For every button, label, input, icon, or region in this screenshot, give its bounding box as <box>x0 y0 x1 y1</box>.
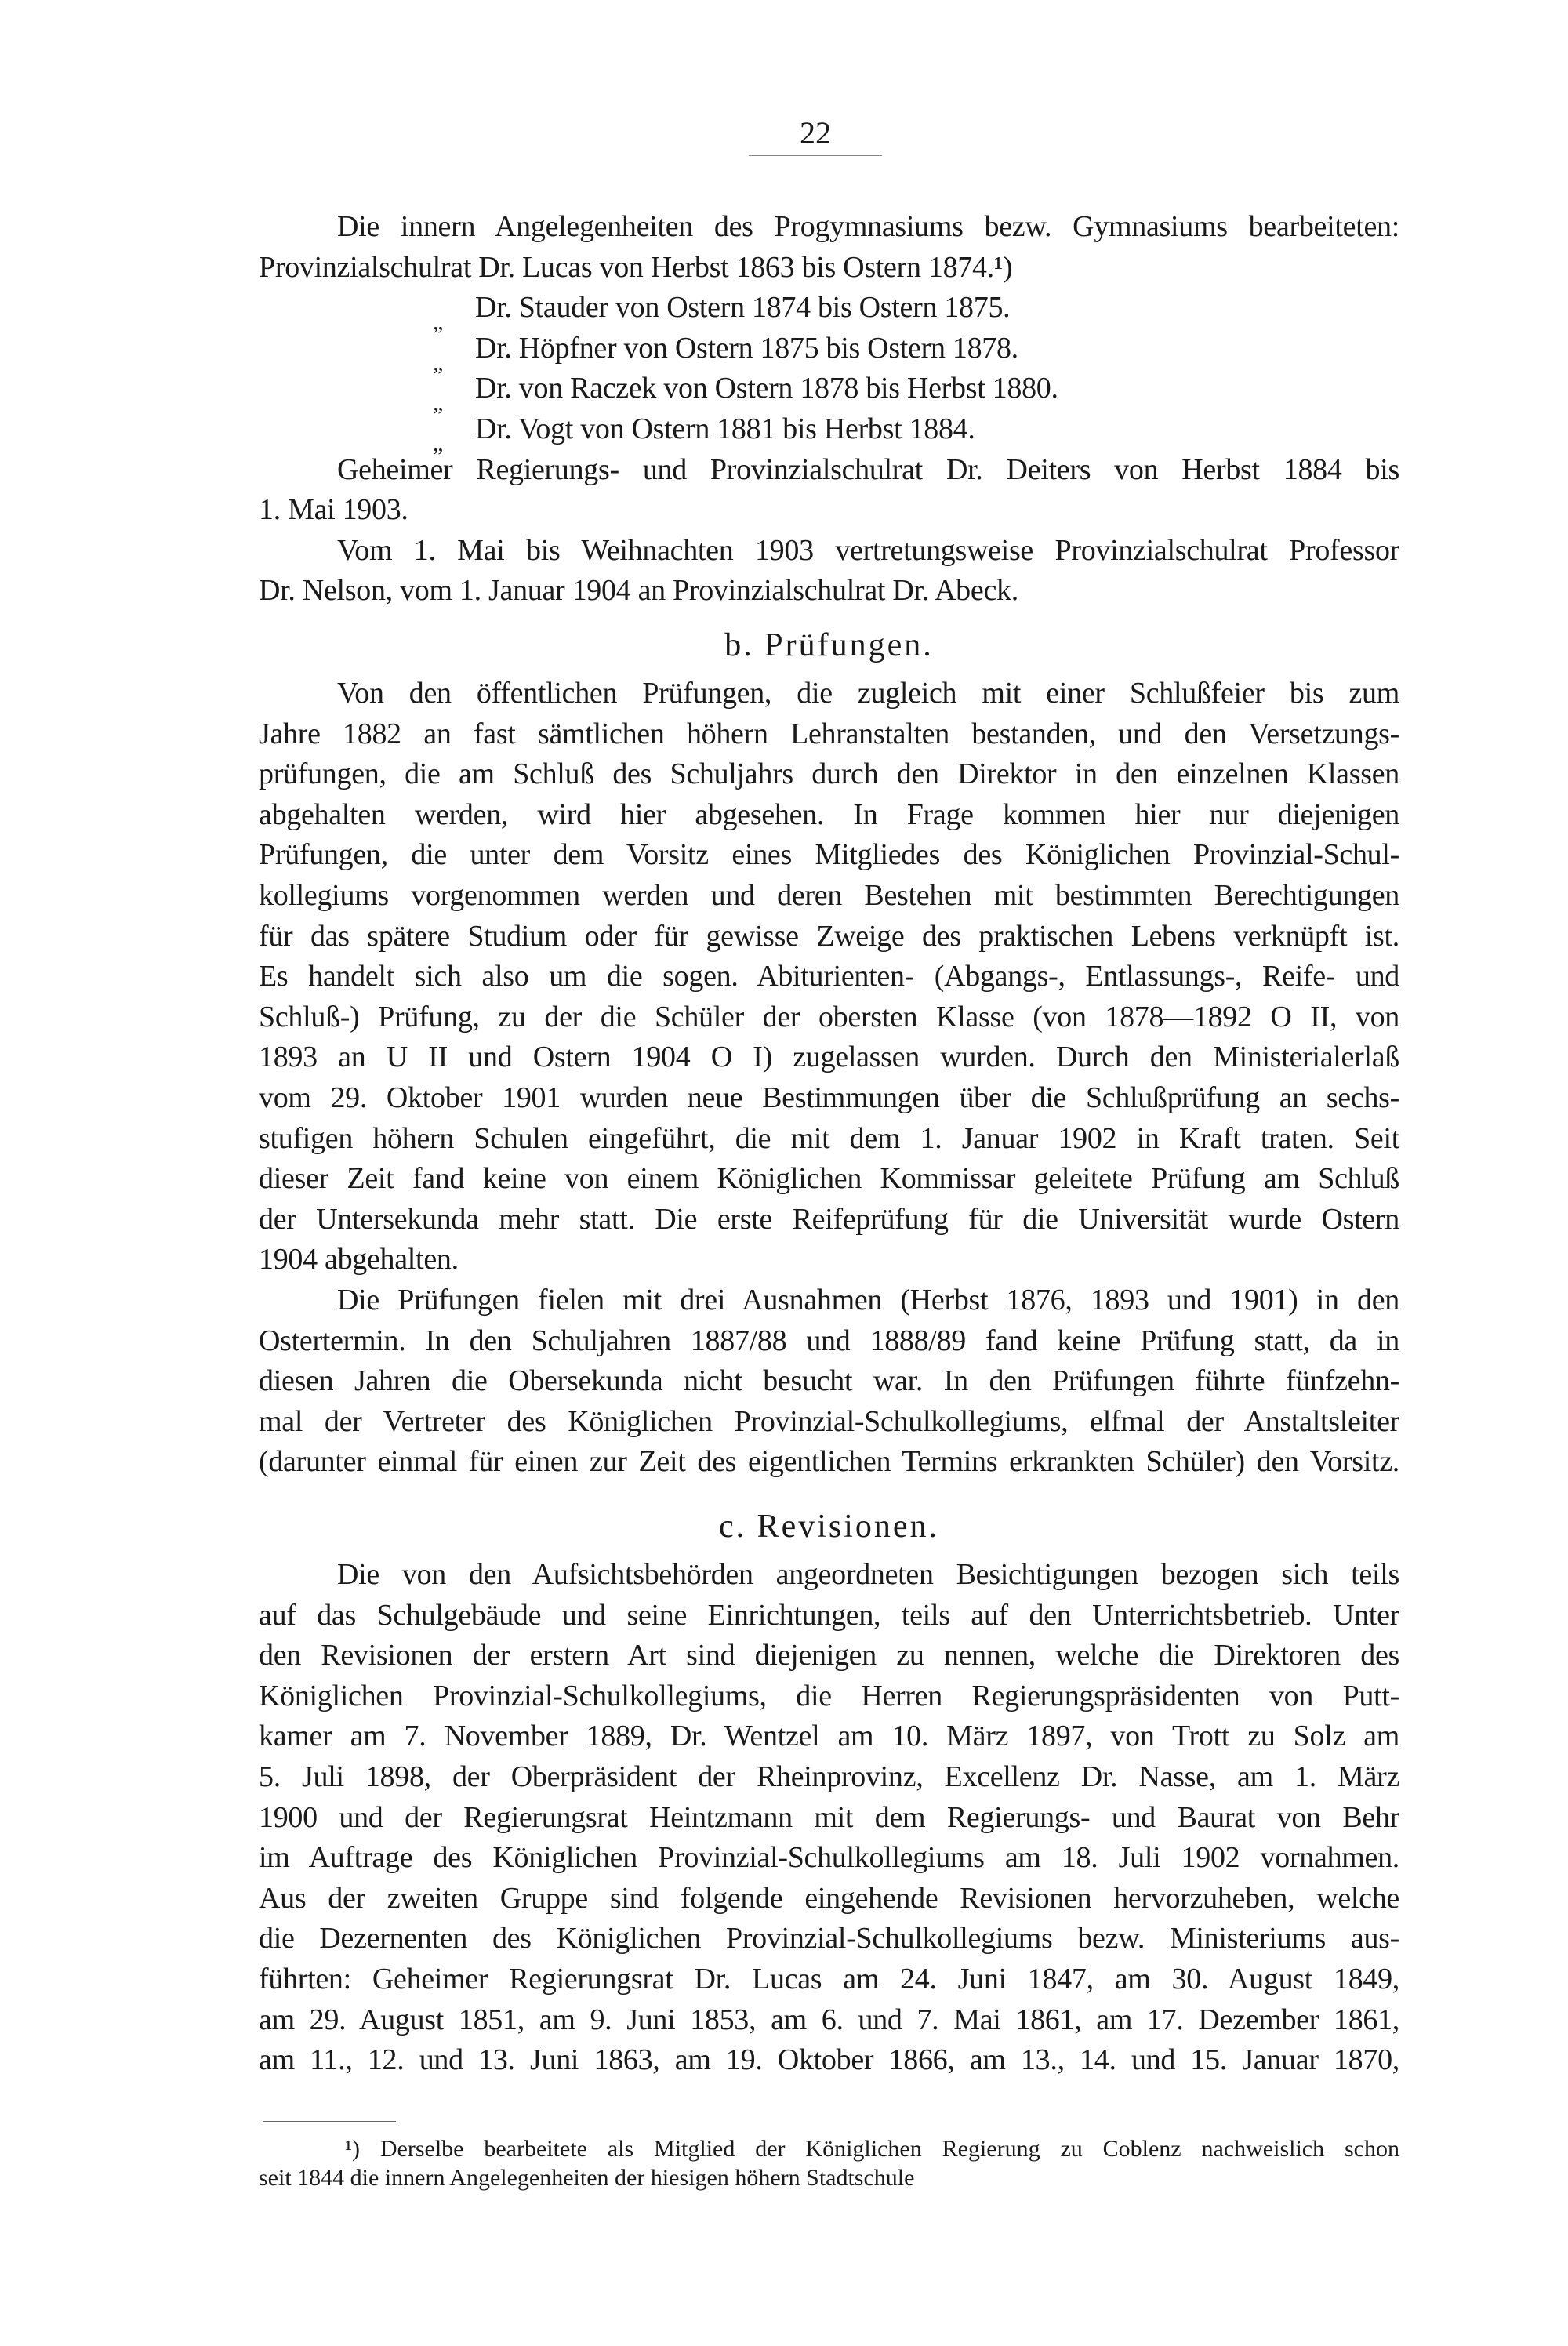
section-heading: b. Prüfungen. <box>724 627 934 663</box>
text-line: Dr. von Raczek von Ostern 1878 bis Herbst 1880. <box>475 372 1058 405</box>
ditto-mark: „ <box>433 309 444 336</box>
text-line: für das spätere Studium oder für gewisse Zweige des praktischen Lebens verknüpft ist. <box>259 919 1399 953</box>
text-line: Die innern Angelegenheiten des Progymnasiums bezw. Gymnasiums bearbeiteten: <box>337 210 1399 243</box>
text-line: der Untersekunda mehr statt. Die erste Reifeprüfung für die Universität wurde Ostern <box>259 1202 1399 1236</box>
text-line: auf das Schulgebäude und seine Einrichtungen, teils auf den Unterrichtsbetrieb. Unter <box>259 1598 1399 1632</box>
footnote <box>259 2134 1399 2192</box>
ditto-line <box>259 369 1399 416</box>
text-line: Prüfungen, die unter dem Vorsitz eines Mitgliedes des Königlichen Provinzial-Schul- <box>259 838 1399 872</box>
text-line: 1893 an U II und Ostern 1904 O I) zugelassen wurden. Durch den Ministerialerlaß <box>259 1040 1399 1074</box>
text-line: Vom 1. Mai bis Weihnachten 1903 vertretungsweise Provinzialschulrat Professor <box>337 533 1399 567</box>
text-line: im Auftrage des Königlichen Provinzial-Schulkollegiums am 18. Juli 1902 vornahmen. <box>259 1841 1399 1875</box>
text-line: kollegiums vorgenommen werden und deren Bestehen mit bestimmten Berechtigungen <box>259 878 1399 912</box>
text-line: Die von den Aufsichtsbehörden angeordneten Besichtigungen bezogen sich teils <box>337 1558 1399 1591</box>
text-line: 1904 abgehalten. <box>259 1243 459 1276</box>
text-line: 1. Mai 1903. <box>259 493 408 527</box>
footnote-line: ¹) Derselbe bearbeitete als Mitglied der Königlichen Regierung zu Coblenz nachweislich schon <box>345 2136 1399 2162</box>
text-line: Provinzialschulrat Dr. Lucas von Herbst 1863 bis Ostern 1874.¹) <box>259 250 1013 284</box>
administrators-block <box>259 207 1399 612</box>
text-line: mal der Vertreter des Königlichen Provinzial-Schulkollegiums, elfmal der Anstaltsleiter <box>259 1404 1399 1438</box>
text-line: Dr. Höpfner von Ostern 1875 bis Ostern 1878. <box>475 331 1018 365</box>
text-line: Ostertermin. In den Schuljahren 1887/88 und 1888/89 fand keine Prüfung statt, da in <box>259 1324 1399 1357</box>
section-revisionen <box>259 1499 1399 2081</box>
text-line: am 11., 12. und 13. Juni 1863, am 19. Oktober 1866, am 13., 14. und 15. Januar 1870, <box>259 2043 1399 2077</box>
text-line: Jahre 1882 an fast sämtlichen höhern Lehranstalten bestanden, und den Versetzungs- <box>259 717 1399 750</box>
paragraph <box>259 1280 1399 1483</box>
text-line: den Revisionen der erstern Art sind diejenigen zu nennen, welche die Direktoren des <box>259 1639 1399 1672</box>
text-line: Geheimer Regierungs- und Provinzialschulrat Dr. Deiters von Herbst 1884 bis <box>337 452 1399 486</box>
ditto-mark: „ <box>433 430 444 456</box>
text-line: diesen Jahren die Obersekunda nicht besucht war. In den Prüfungen führte fünfzehn- <box>259 1364 1399 1398</box>
ditto-mark: „ <box>433 349 444 376</box>
text-line: (darunter einmal für einen zur Zeit des eigentlichen Termins erkrankten Schüler) den Vorsitz. <box>259 1445 1399 1479</box>
header-rule <box>749 155 882 156</box>
footnote-line: seit 1844 die innern Angelegenheiten der hiesigen höhern Stadtschule <box>259 2165 915 2191</box>
text-line: Dr. Nelson, vom 1. Januar 1904 an Provinzialschulrat Dr. Abeck. <box>259 574 1018 608</box>
text-line: Königlichen Provinzial-Schulkollegiums, die Herren Regierungspräsidenten von Putt- <box>259 1679 1399 1712</box>
text-line: prüfungen, die am Schluß des Schuljahrs durch den Direktor in den einzelnen Klassen <box>259 757 1399 791</box>
section-heading: c. Revisionen. <box>718 1509 940 1545</box>
text-line: 1900 und der Regierungsrat Heintzmann mit dem Regierungs- und Baurat von Behr <box>259 1800 1399 1834</box>
text-line: Aus der zweiten Gruppe sind folgende eingehende Revisionen hervorzuheben, welche <box>259 1881 1399 1915</box>
ditto-mark: „ <box>433 390 444 416</box>
text-line: Von den öffentlichen Prüfungen, die zugleich mit einer Schlußfeier bis zum <box>337 677 1399 710</box>
text-line: am 29. August 1851, am 9. Juni 1853, am 6. und 7. Mai 1861, am 17. Dezember 1861, <box>259 2003 1399 2036</box>
footnote-rule <box>263 2121 396 2122</box>
ditto-line <box>259 288 1399 336</box>
text-line: 5. Juli 1898, der Oberpräsident der Rheinprovinz, Excellenz Dr. Nasse, am 1. März <box>259 1760 1399 1793</box>
text-line: kamer am 7. November 1889, Dr. Wentzel am 10. März 1897, von Trott zu Solz am <box>259 1720 1399 1753</box>
text-line: Schluß-) Prüfung, zu der die Schüler der obersten Klasse (von 1878—1892 O II, von <box>259 1000 1399 1033</box>
text-line: Es handelt sich also um die sogen. Abiturienten- (Abgangs-, Entlassungs-, Reife- und <box>259 960 1399 993</box>
text-line: abgehalten werden, wird hier abgesehen. In Frage kommen hier nur diejenigen <box>259 797 1399 831</box>
text-line: vom 29. Oktober 1901 wurden neue Bestimmungen über die Schlußprüfung an sechs- <box>259 1080 1399 1114</box>
ditto-line <box>259 329 1399 376</box>
text-line: Dr. Stauder von Ostern 1874 bis Ostern 1875. <box>475 291 1011 325</box>
text-line: Die Prüfungen fielen mit drei Ausnahmen (Herbst 1876, 1893 und 1901) in den <box>337 1283 1399 1316</box>
ditto-line <box>259 409 1399 456</box>
text-line: stufigen höhern Schulen eingeführt, die mit dem 1. Januar 1902 in Kraft traten. Seit <box>259 1121 1399 1155</box>
text-line: Dr. Vogt von Ostern 1881 bis Herbst 1884. <box>475 412 975 445</box>
text-line: führten: Geheimer Regierungsrat Dr. Lucas am 24. Juni 1847, am 30. August 1849, <box>259 1962 1399 1996</box>
page-number: 22 <box>800 115 831 151</box>
text-line: dieser Zeit fand keine von einem Königlichen Kommissar geleitete Prüfung am Schluß <box>259 1162 1399 1196</box>
text-line: die Dezernenten des Königlichen Provinzial-Schulkollegiums bezw. Ministeriums aus- <box>259 1922 1399 1956</box>
paragraph <box>259 674 1399 1280</box>
paragraph <box>259 1555 1399 2081</box>
section-pruefungen <box>259 618 1399 1483</box>
